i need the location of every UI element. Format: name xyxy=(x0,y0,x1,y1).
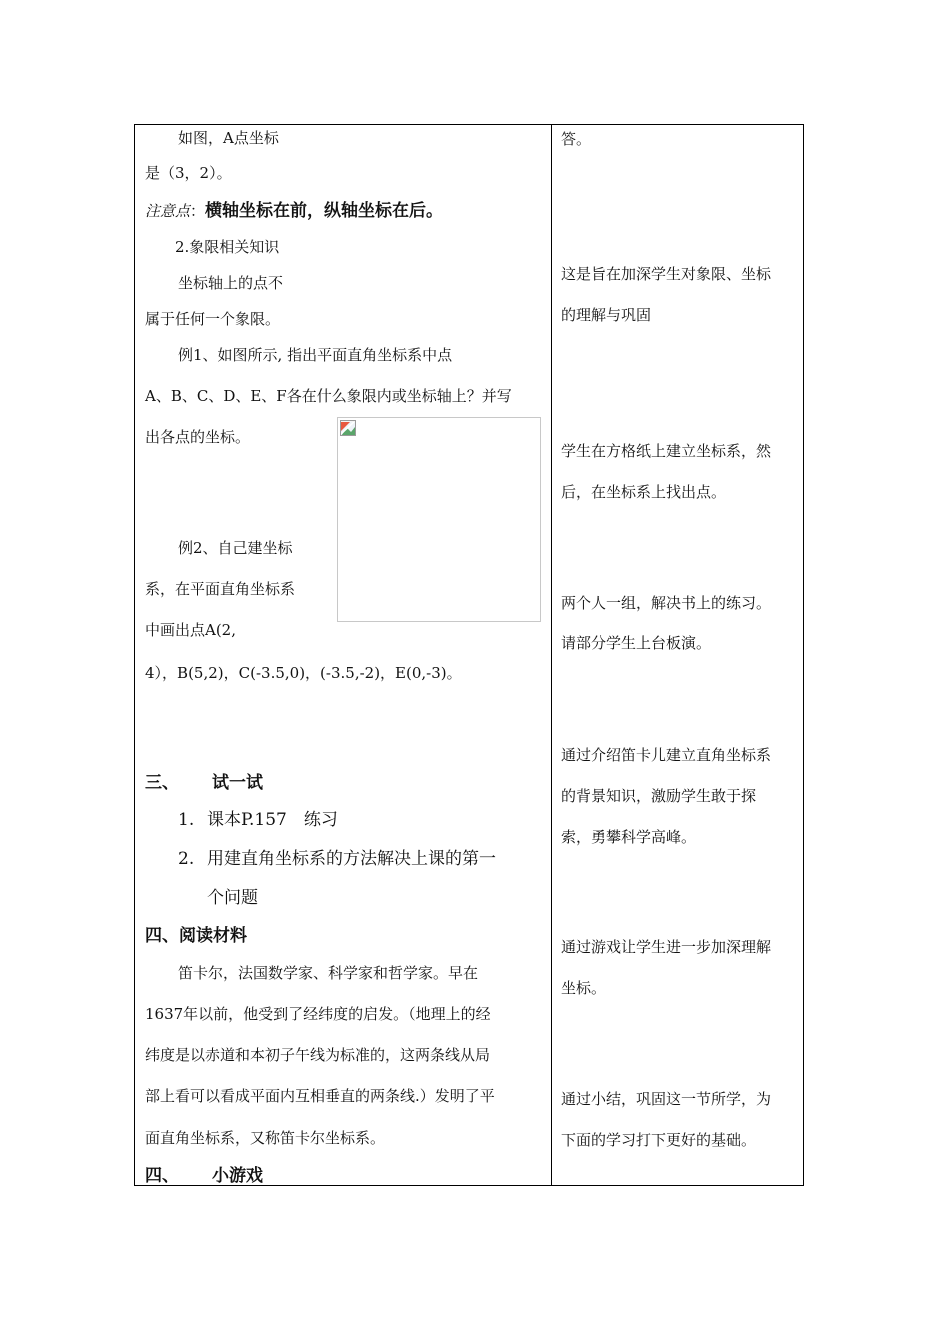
design-note: 学生在方格纸上建立坐标系，然 xyxy=(561,442,772,460)
example-1-line: 出各点的坐标。 xyxy=(145,428,251,446)
list-item-text: 课本P.157 练习 xyxy=(207,810,338,830)
note-text: 横轴坐标在前，纵轴坐标在后。 xyxy=(205,201,444,221)
design-note: 答。 xyxy=(561,130,592,148)
reading-paragraph-line: 面直角坐标系，又称笛卡尔坐标系。 xyxy=(145,1129,386,1147)
example-1-line: A、B、C、D、E、F各在什么象限内或坐标轴上？并写 xyxy=(145,387,512,405)
example-2-line: 4），B(5,2)，C(-3.5,0)，(-3.5,-2)，E(0,-3)。 xyxy=(145,664,462,682)
text-line: 坐标轴上的点不 xyxy=(178,274,284,292)
text-line: 如图，A点坐标 xyxy=(178,129,279,147)
list-item-text: 用建直角坐标系的方法解决上课的第一 xyxy=(207,849,496,869)
list-item-number: 1. xyxy=(178,810,195,830)
list-item-number: 2. xyxy=(178,849,195,869)
section-3-title: 试一试 xyxy=(212,773,263,793)
design-note: 通过小结，巩固这一节所学，为 xyxy=(561,1090,772,1108)
reading-paragraph-line: 笛卡尔，法国数学家、科学家和哲学家。早在 xyxy=(178,964,479,982)
design-note: 坐标。 xyxy=(561,979,607,997)
text-line: 是（3，2）。 xyxy=(145,164,232,182)
example-2-line: 例2、自己建坐标 xyxy=(178,539,293,557)
lesson-table xyxy=(134,124,804,1186)
design-note: 的理解与巩固 xyxy=(561,306,652,324)
list-item-text: 个问题 xyxy=(207,888,258,908)
section-heading: 2.象限相关知识 xyxy=(175,238,280,256)
column-divider xyxy=(551,125,552,1185)
section-4-title: 四、阅读材料 xyxy=(145,926,247,946)
reading-paragraph-line: 部上看可以看成平面内互相垂直的两条线.）发明了平 xyxy=(145,1087,495,1105)
design-note: 通过游戏让学生进一步加深理解 xyxy=(561,938,772,956)
section-5-number: 四、 xyxy=(145,1166,179,1186)
design-note: 这是旨在加深学生对象限、坐标 xyxy=(561,265,772,283)
section-5-title: 小游戏 xyxy=(212,1166,263,1186)
design-note: 的背景知识，激励学生敢于探 xyxy=(561,787,757,805)
note-colon: ： xyxy=(190,202,206,220)
note-line xyxy=(145,200,443,222)
design-note: 请部分学生上台板演。 xyxy=(561,634,712,652)
design-note: 下面的学习打下更好的基础。 xyxy=(561,1131,757,1149)
example-2-line: 中画出点A(2, xyxy=(145,621,236,639)
broken-image-icon xyxy=(340,420,356,436)
reading-paragraph-line: 1637年以前，他受到了经纬度的启发。（地理上的经 xyxy=(145,1005,491,1023)
design-note: 通过介绍笛卡儿建立直角坐标系 xyxy=(561,746,772,764)
example-2-line: 系，在平面直角坐标系 xyxy=(145,580,296,598)
design-note: 索，勇攀科学高峰。 xyxy=(561,828,697,846)
coordinate-figure xyxy=(337,417,541,622)
note-label: 注意点 xyxy=(145,202,191,220)
reading-paragraph-line: 纬度是以赤道和本初子午线为标准的，这两条线从局 xyxy=(145,1046,491,1064)
design-note: 两个人一组，解决书上的练习。 xyxy=(561,594,772,612)
design-note: 后，在坐标系上找出点。 xyxy=(561,483,727,501)
section-3-number: 三、 xyxy=(145,773,179,793)
example-1-line: 例1、如图所示, 指出平面直角坐标系中点 xyxy=(178,346,453,364)
text-line: 属于任何一个象限。 xyxy=(145,310,281,328)
broken-image-glyph xyxy=(341,422,355,436)
